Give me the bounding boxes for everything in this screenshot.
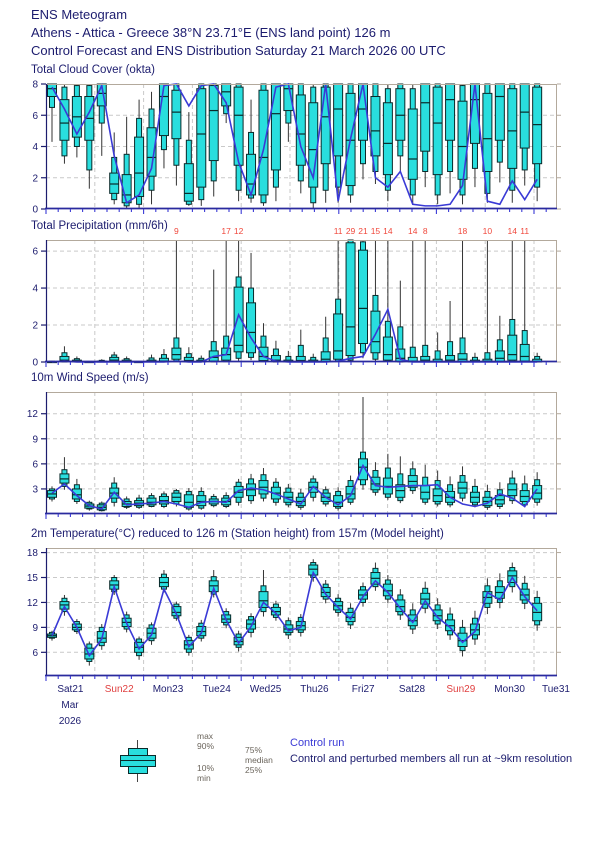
extreme-value: 10 xyxy=(482,226,493,236)
month-label: Mar xyxy=(61,700,79,711)
extreme-value: 9 xyxy=(174,226,179,236)
svg-text:18: 18 xyxy=(26,548,38,560)
extreme-value: 21 xyxy=(358,226,368,236)
legend-10-label: 10% xyxy=(197,763,215,773)
control-run-label: Control run xyxy=(290,737,345,749)
svg-text:6: 6 xyxy=(32,110,38,122)
svg-text:12: 12 xyxy=(26,597,38,609)
day-label-tue31: Tue31 xyxy=(542,684,570,695)
extreme-value: 11 xyxy=(333,226,343,236)
precip-plot xyxy=(0,240,600,369)
day-label-sun22: Sun22 xyxy=(104,684,134,695)
extreme-value: 18 xyxy=(457,226,468,236)
svg-text:6: 6 xyxy=(32,459,38,471)
legend-median-label: median xyxy=(245,755,273,765)
extreme-value: 11 xyxy=(520,226,530,236)
wind-plot xyxy=(0,392,600,514)
svg-text:2: 2 xyxy=(32,173,38,185)
extreme-value: 17 xyxy=(221,226,231,236)
svg-text:3: 3 xyxy=(32,484,38,496)
extreme-value: 8 xyxy=(422,226,428,236)
svg-text:12: 12 xyxy=(26,409,38,421)
day-label-thu26: Thu26 xyxy=(300,684,329,695)
svg-text:6: 6 xyxy=(32,647,38,659)
report-title: ENS Meteogram xyxy=(31,7,128,22)
extreme-value: 15 xyxy=(370,226,381,236)
temp-plot xyxy=(0,548,600,676)
day-label-mon30: Mon30 xyxy=(494,684,525,695)
svg-text:15: 15 xyxy=(26,573,38,585)
svg-text:9: 9 xyxy=(32,622,38,634)
svg-text:8: 8 xyxy=(32,79,38,91)
legend-min-label: min xyxy=(197,773,211,783)
extreme-value: 14 xyxy=(383,226,393,236)
extreme-value: 12 xyxy=(233,226,244,236)
legend-25-75-box xyxy=(120,755,156,767)
day-label-tue24: Tue24 xyxy=(202,684,231,695)
svg-text:0: 0 xyxy=(32,204,38,216)
day-label-sun29: Sun29 xyxy=(446,684,476,695)
svg-text:2: 2 xyxy=(32,320,38,332)
temp-panel-title: 2m Temperature(°C) reduced to 126 m (Station height) from 157m (Model height) xyxy=(31,528,444,540)
legend-25-label: 25% xyxy=(245,765,263,775)
day-label-mon23: Mon23 xyxy=(152,684,184,695)
precip-panel-title: Total Precipitation (mm/6h) xyxy=(31,220,168,232)
svg-text:4: 4 xyxy=(32,142,38,153)
svg-text:4: 4 xyxy=(32,283,38,295)
year-label: 2026 xyxy=(58,716,82,727)
extreme-value: 14 xyxy=(507,226,517,236)
boxplot-legend-glyph xyxy=(118,740,158,782)
cloud-plot xyxy=(0,79,600,216)
resolution-note: Control and perturbed members all run at ~9km resolution xyxy=(290,753,573,765)
svg-text:6: 6 xyxy=(32,246,38,258)
location-line: Athens - Attica - Greece 38°N 23.71°E (ENS land point) 126 m xyxy=(31,25,391,40)
legend-median-line xyxy=(120,760,156,761)
legend-max-label: max xyxy=(197,731,214,741)
day-label-sat28: Sat28 xyxy=(398,684,426,695)
svg-text:9: 9 xyxy=(32,434,38,446)
wind-panel-title: 10m Wind Speed (m/s) xyxy=(31,372,149,384)
day-label-fri27: Fri27 xyxy=(351,684,375,695)
day-label-wed25: Wed25 xyxy=(249,684,282,695)
legend-90-label: 90% xyxy=(197,741,215,751)
legend-75-label: 75% xyxy=(245,745,263,755)
extreme-value: 29 xyxy=(345,226,356,236)
cloud-panel-title: Total Cloud Cover (okta) xyxy=(31,64,155,76)
extreme-value: 14 xyxy=(408,226,418,236)
forecast-line: Control Forecast and ENS Distribution Saturday 21 March 2026 00 UTC xyxy=(31,43,446,58)
svg-text:0: 0 xyxy=(32,357,38,369)
day-label-sat21: Sat21 xyxy=(57,684,84,695)
